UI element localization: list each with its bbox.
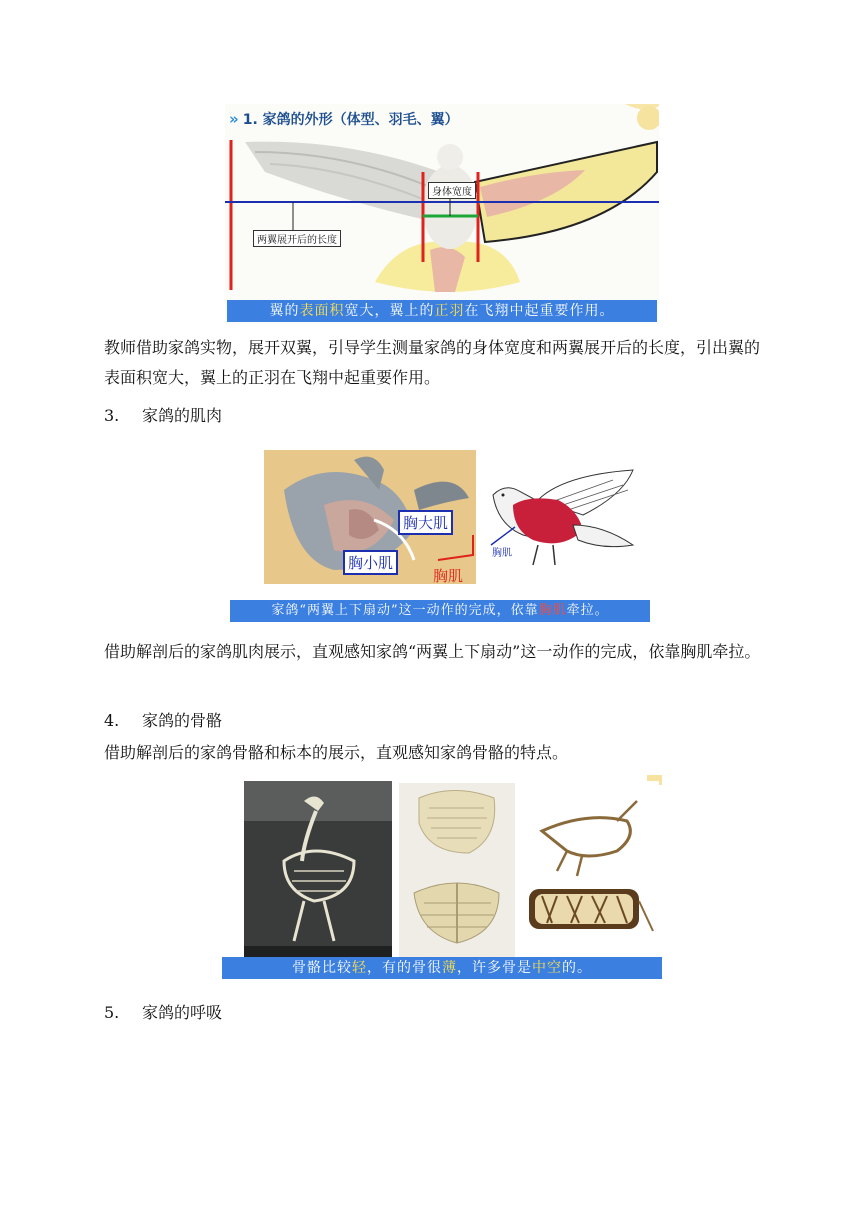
figure-caption: 骨骼比较轻，有的骨很薄，许多骨是中空的。	[222, 957, 662, 979]
figure-caption: 家鸽“两翼上下扇动”这一动作的完成，依靠胸肌牵拉。	[230, 600, 650, 622]
label-chest-muscle: 胸肌	[433, 567, 464, 585]
figure-title: » 1. 家鸽的外形（体型、羽毛、翼）	[229, 110, 459, 128]
label-wingspan: 两翼展开后的长度	[253, 230, 341, 247]
label-pectoralis-minor: 胸小肌	[343, 550, 398, 575]
heading-muscle: 3. 家鸽的肌肉	[104, 406, 223, 425]
figure-caption: 翼的表面积宽大，翼上的正羽在飞翔中起重要作用。	[227, 300, 657, 322]
paragraph-muscle: 借助解剖后的家鸽肌肉展示，直观感知家鸽“两翼上下扇动”这一动作的完成，依靠胸肌牵拉。	[104, 642, 761, 661]
skeleton-photo-sternum	[399, 783, 515, 959]
pigeon-diagram	[225, 132, 659, 298]
label-pectoralis-major: 胸大肌	[398, 510, 453, 535]
figure-pigeon-skeleton	[222, 775, 662, 980]
heading-respiration: 5. 家鸽的呼吸	[104, 1003, 223, 1022]
chest-bracket	[378, 530, 478, 570]
skeleton-photo-standing	[244, 781, 392, 959]
figure-pigeon-shape	[225, 104, 659, 324]
muscle-diagram	[483, 465, 643, 577]
figure-pigeon-muscle	[228, 450, 652, 622]
skeleton-photo-flying	[527, 781, 659, 951]
label-body-width: 身体宽度	[428, 182, 476, 199]
chevron-right-icon: »	[229, 110, 239, 128]
corner-decoration	[605, 104, 659, 134]
paragraph-wing: 教师借助家鸽实物，展开双翼，引导学生测量家鸽的身体宽度和两翼展开后的长度，引出翼的表面积宽大，翼上的正羽在飞翔中起重要作用。	[104, 338, 761, 387]
paragraph-skeleton: 借助解剖后的家鸽骨骼和标本的展示，直观感知家鸽骨骼的特点。	[104, 743, 569, 762]
heading-skeleton: 4. 家鸽的骨骼	[104, 711, 223, 730]
label-diagram-chest: 胸肌	[492, 548, 512, 559]
